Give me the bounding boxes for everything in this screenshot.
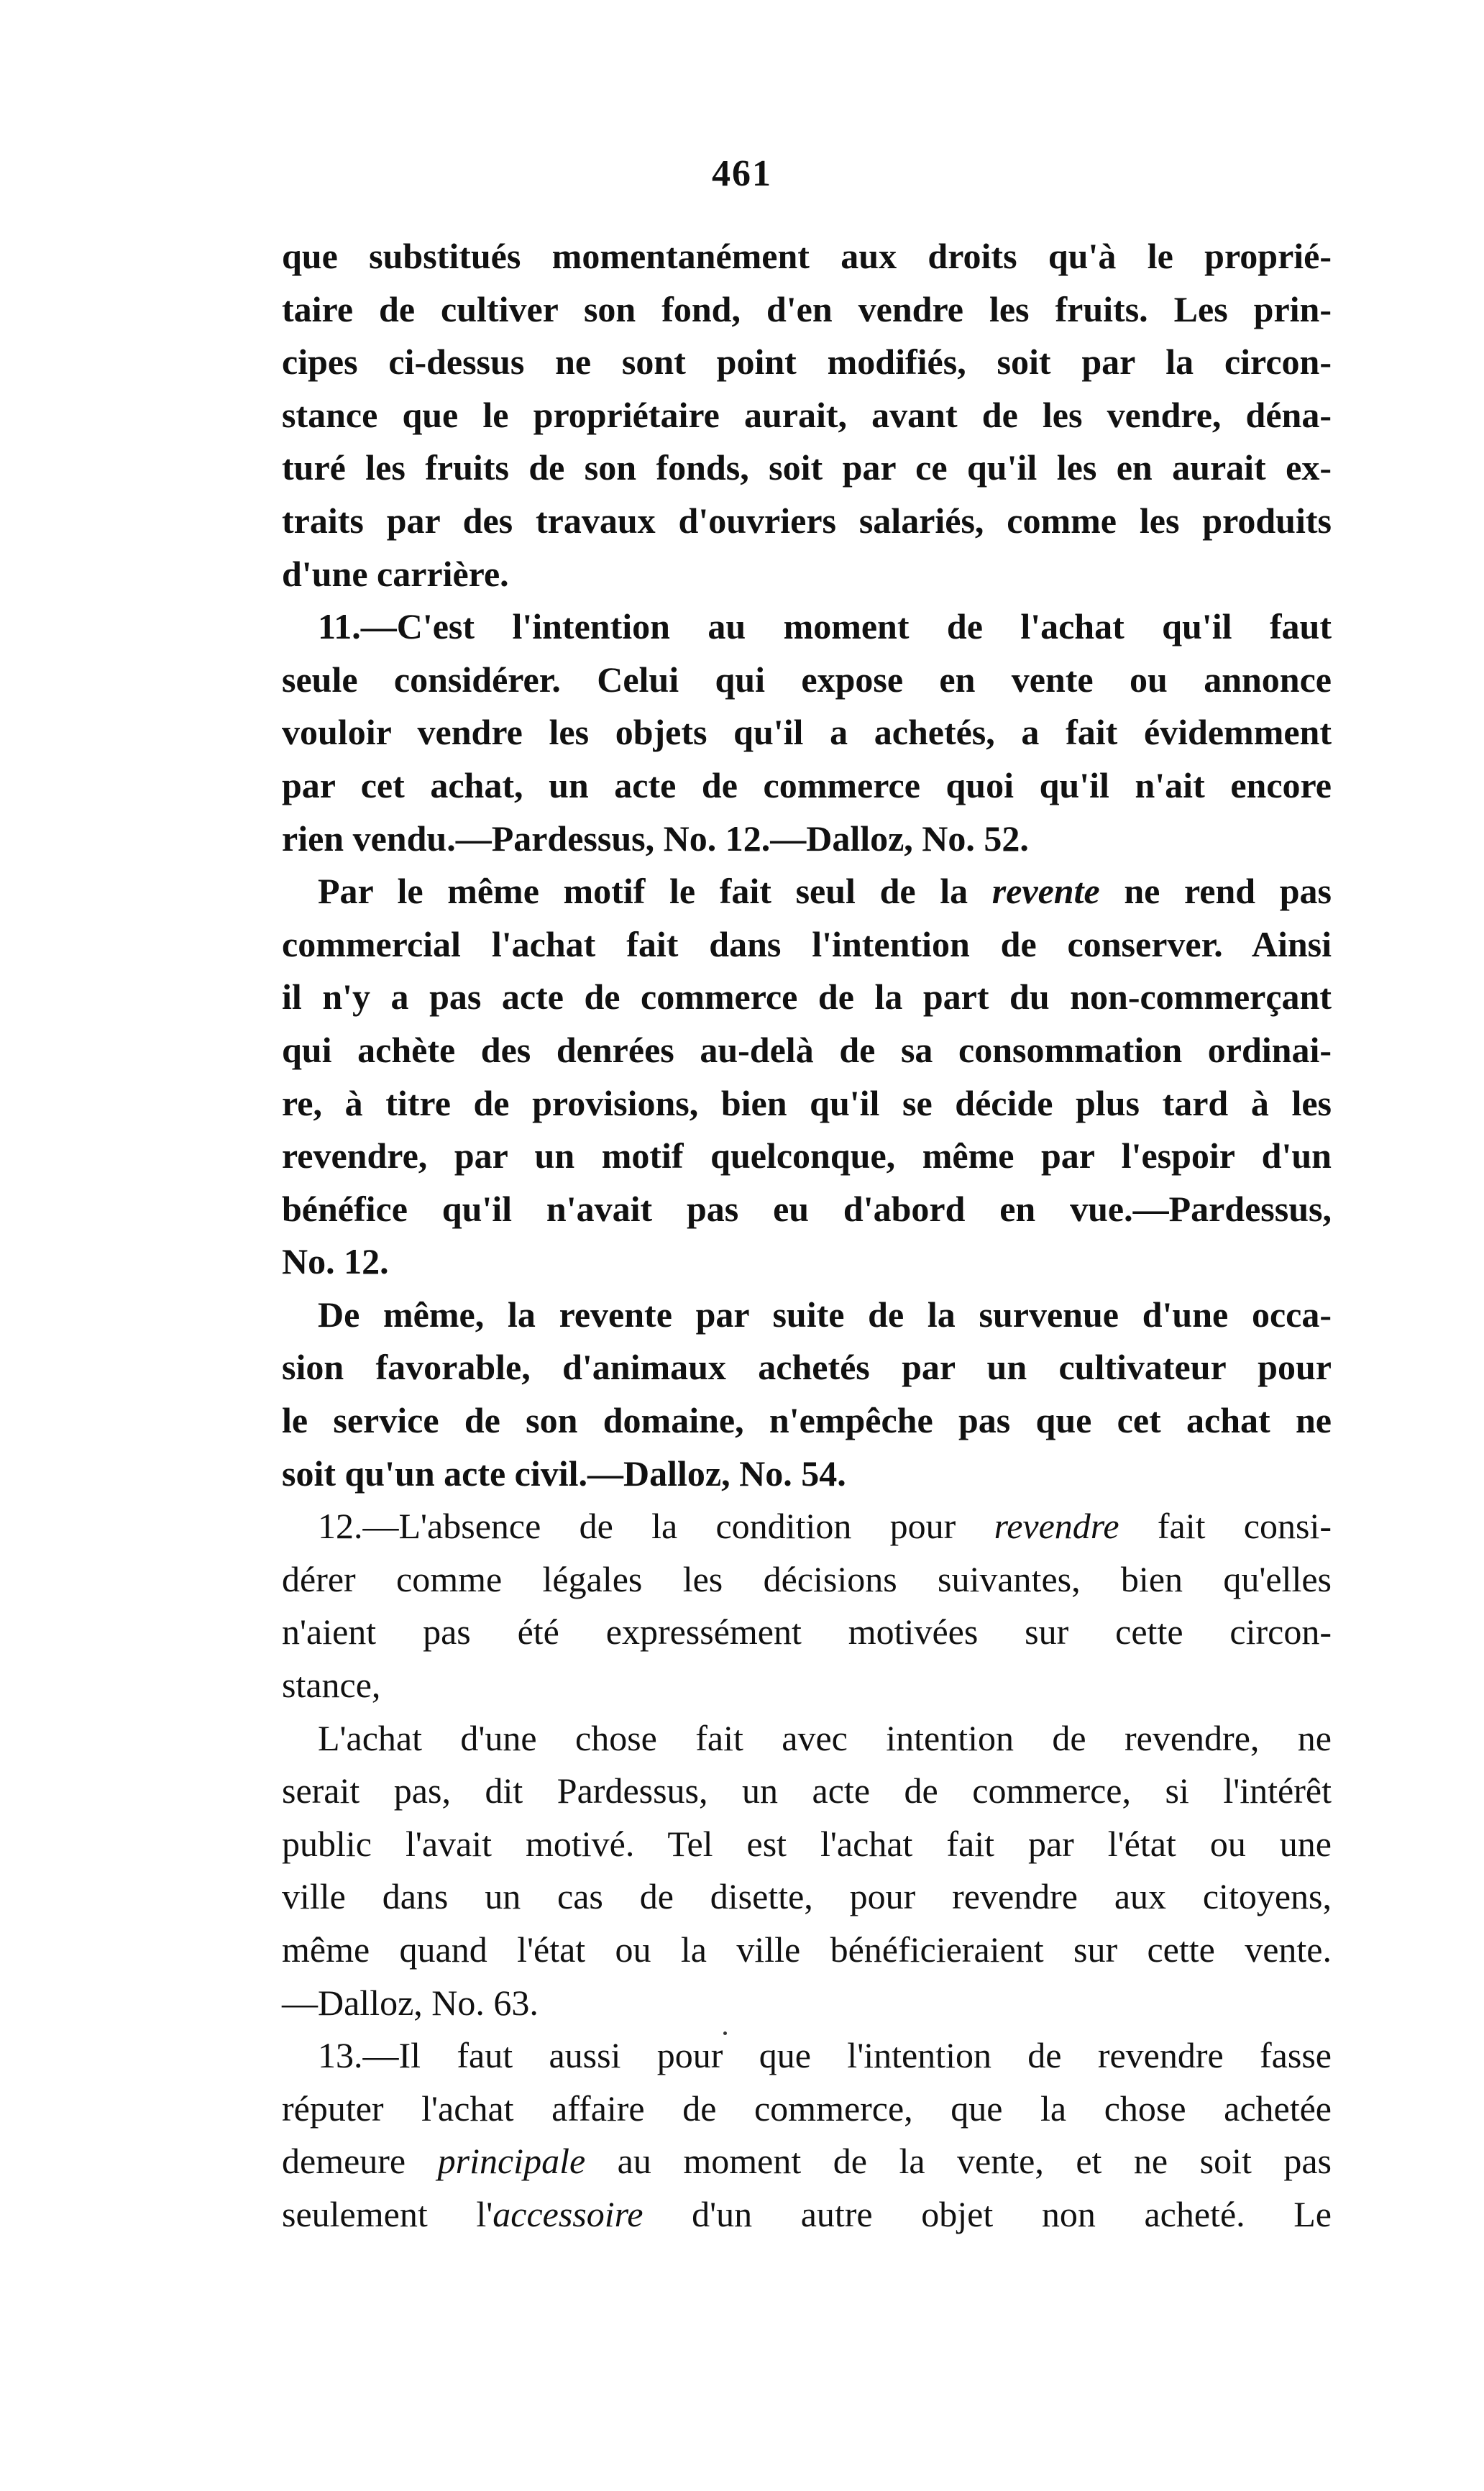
text-line: seule considérer. Celui qui expose en vente ou annonce — [282, 659, 1332, 700]
text-line: public l'avait motivé. Tel est l'achat fait par l'état ou une — [282, 1823, 1332, 1864]
text-line: demeure principale au moment de la vente, et ne soit pas — [282, 2141, 1332, 2182]
text-line: No. 12. — [282, 1241, 389, 1282]
text-line: même quand l'état ou la ville bénéficieraient sur cette vente. — [282, 1929, 1332, 1970]
text-line: dérer comme légales les décisions suivantes, bien qu'elles — [282, 1558, 1332, 1599]
text-line: sion favorable, d'animaux achetés par un cultivateur pour — [282, 1347, 1332, 1388]
text-line: par cet achat, un acte de commerce quoi qu'il n'ait encore — [282, 764, 1332, 805]
italic-word: revendre — [994, 1506, 1119, 1547]
text-line: réputer l'achat affaire de commerce, que la chose achetée — [282, 2088, 1332, 2129]
text-line: il n'y a pas acte de commerce de la part du non-commerçant — [282, 977, 1332, 1018]
text-line: vouloir vendre les objets qu'il a achetés, a fait évidemment — [282, 712, 1332, 753]
text-line: re, à titre de provisions, bien qu'il se décide plus tard à les — [282, 1082, 1332, 1123]
text-line: 12.—L'absence de la condition pour revendre fait consi- — [318, 1506, 1332, 1547]
page-number: 461 — [712, 153, 772, 194]
stray-mark — [723, 2031, 727, 2035]
italic-word: revente — [991, 871, 1100, 912]
text-line: ville dans un cas de disette, pour revendre aux citoyens, — [282, 1876, 1332, 1917]
text-line: turé les fruits de son fonds, soit par ce qu'il les en aurait ex- — [282, 447, 1332, 488]
text-line: 11.—C'est l'intention au moment de l'achat qu'il faut — [318, 606, 1332, 647]
text-line: bénéfice qu'il n'avait pas eu d'abord en vue.—Pardessus, — [282, 1188, 1332, 1229]
text-line: taire de cultiver son fond, d'en vendre les fruits. Les prin- — [282, 288, 1332, 329]
italic-word: principale — [437, 2141, 586, 2182]
text-line: L'achat d'une chose fait avec intention de revendre, ne — [318, 1717, 1332, 1758]
text-line: n'aient pas été expressément motivées sur cette circon- — [282, 1612, 1332, 1653]
text-line: stance que le propriétaire aurait, avant de les vendre, déna- — [282, 394, 1332, 435]
text-line: le service de son domaine, n'empêche pas que cet achat ne — [282, 1400, 1332, 1441]
text-line: cipes ci-dessus ne sont point modifiés, soit par la circon- — [282, 342, 1332, 383]
text-line: —Dalloz, No. 63. — [282, 1982, 539, 2023]
text-line: d'une carrière. — [282, 553, 509, 594]
text-line: 13.—Il faut aussi pour que l'intention de revendre fasse — [318, 2035, 1332, 2076]
text-line: que substitués momentanément aux droits qu'à le proprié- — [282, 236, 1332, 276]
italic-word: accessoire — [493, 2193, 643, 2234]
text-line: De même, la revente par suite de la survenue d'une occa- — [318, 1294, 1332, 1335]
text-line: revendre, par un motif quelconque, même par l'espoir d'un — [282, 1135, 1332, 1176]
text-line: soit qu'un acte civil.—Dalloz, No. 54. — [282, 1453, 846, 1494]
text-line: qui achète des denrées au-delà de sa consommation ordinai- — [282, 1029, 1332, 1070]
text-line: rien vendu.—Pardessus, No. 12.—Dalloz, No. 52. — [282, 818, 1029, 859]
text-line: traits par des travaux d'ouvriers salariés, comme les produits — [282, 500, 1332, 541]
text-line: Par le même motif le fait seul de la revente ne rend pas — [318, 871, 1332, 912]
text-line: stance, — [282, 1665, 381, 1706]
text-line: serait pas, dit Pardessus, un acte de commerce, si l'intérêt — [282, 1770, 1332, 1811]
text-line: seulement l'accessoire d'un autre objet non acheté. Le — [282, 2193, 1332, 2234]
body-text — [282, 230, 1332, 2241]
text-line: commercial l'achat fait dans l'intention de conserver. Ainsi — [282, 923, 1332, 964]
